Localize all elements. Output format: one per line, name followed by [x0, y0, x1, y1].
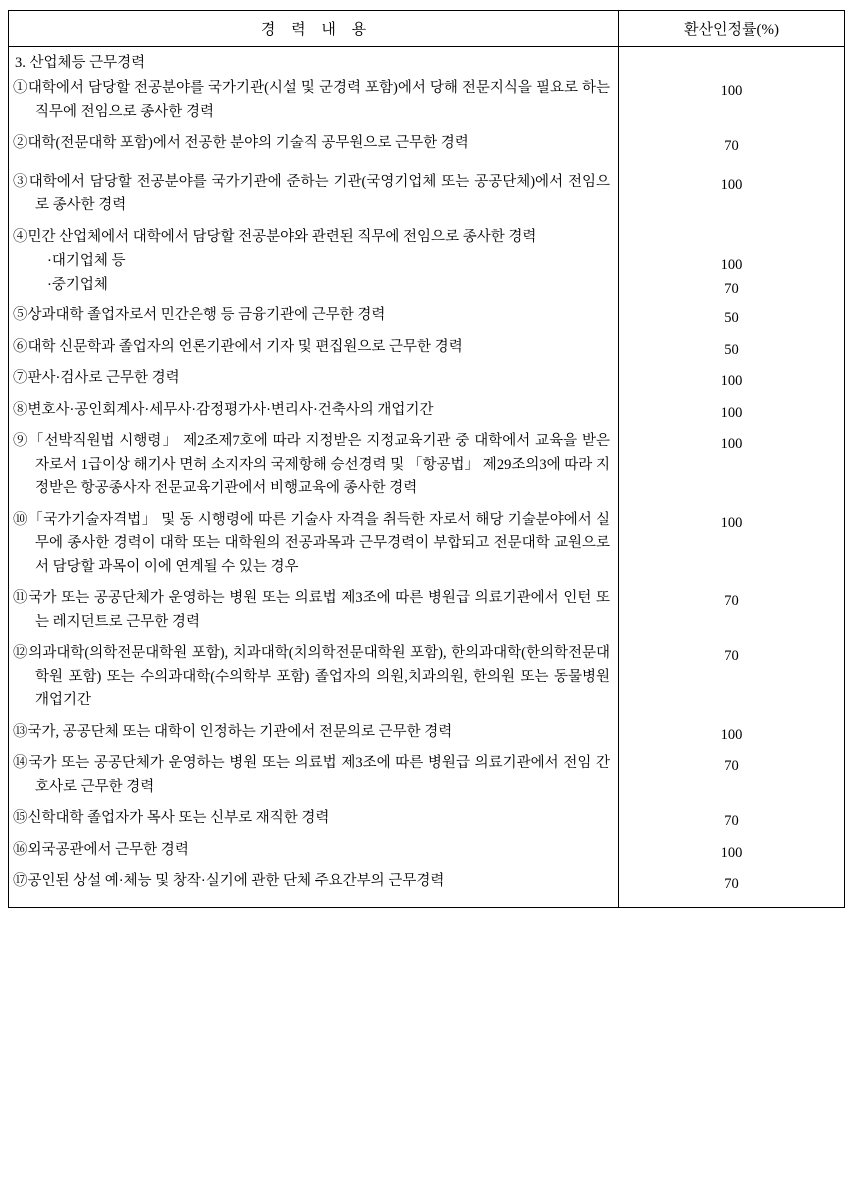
list-item	[13, 335, 612, 360]
list-item	[13, 366, 612, 391]
list-item-marker: ⑯	[13, 841, 28, 858]
list-item	[13, 131, 612, 156]
list-item-marker: ⑬	[13, 723, 28, 740]
list-item	[13, 641, 612, 713]
conversion-rate-value: 100	[720, 373, 743, 390]
group-title: 3. 산업체등 근무경력	[15, 55, 146, 71]
conversion-rate-value: 70	[724, 593, 739, 610]
conversion-rate-value: 70	[724, 648, 739, 665]
list-item	[13, 398, 612, 423]
conversion-rate-value: 100	[720, 844, 743, 861]
conversion-rate-cell	[619, 47, 845, 908]
list-item	[13, 225, 612, 250]
table-row	[9, 47, 845, 908]
list-item-marker: ⑮	[13, 810, 28, 827]
table-header-row	[9, 11, 845, 47]
list-item-text: 민간 산업체에서 대학에서 담당할 전공분야와 관련된 직무에 전임으로 종사한 경력	[27, 228, 537, 245]
list-item	[13, 170, 612, 219]
list-item-text: 국가, 공공단체 또는 대학이 인정하는 기관에서 전문의로 근무한 경력	[27, 723, 453, 740]
career-content-cell	[9, 47, 619, 908]
conversion-rate-value: 100	[720, 726, 743, 743]
list-item	[13, 303, 612, 328]
list-item-text: 의과대학(의학전문대학원 포함), 치과대학(치의학전문대학원 포함), 한의과대학(한의학전문대학원 포함) 또는 수의과대학(수의학부 포함) 졸업자의 의원,치과의원, 한의원 또는 동물병원 개업기간	[28, 645, 611, 709]
list-item-marker: ④	[13, 228, 28, 245]
header-career-content: 경 력 내 용	[9, 11, 619, 47]
conversion-rate-value: 70	[724, 758, 739, 775]
list-subitem: ·대기업체 등	[47, 253, 126, 270]
list-item-text: 공인된 상설 예·체능 및 창작·실기에 관한 단체 주요간부의 근무경력	[27, 873, 445, 890]
list-item-text: 대학에서 담당할 전공분야를 국가기관에 준하는 기관(국영기업체 또는 공공단체)에서 전임으로 종사한 경력	[28, 173, 611, 214]
list-item-marker: ⑨	[13, 433, 29, 450]
list-item-text: 신학대학 졸업자가 목사 또는 신부로 재직한 경력	[27, 810, 330, 827]
list-item	[13, 806, 612, 831]
list-item-text: 대학에서 담당할 전공분야를 국가기관(시설 및 군경력 포함)에서 당해 전문지식을 필요로 하는 직무에 전임으로 종사한 경력	[27, 80, 611, 120]
spacer	[13, 157, 612, 170]
list-item-marker: ⑪	[13, 590, 29, 607]
conversion-rate-value: 100	[720, 404, 743, 421]
list-item	[13, 869, 612, 894]
list-item-marker: ③	[13, 173, 29, 190]
spacer	[13, 895, 612, 901]
list-item	[13, 508, 612, 580]
list-item-text: 외국공관에서 근무한 경력	[27, 841, 189, 858]
conversion-rate-value: 100	[720, 514, 743, 531]
list-item-marker: ⑫	[13, 645, 29, 662]
header-conversion-rate: 환산인정률(%)	[619, 11, 845, 47]
conversion-rate-value: 50	[724, 341, 739, 358]
table-header	[9, 11, 845, 47]
list-item-marker: ⑥	[13, 338, 28, 355]
list-item-text: 「국가기술자격법」 및 동 시행령에 따른 기술사 자격을 취득한 자로서 해당 기술분야에서 실무에 종사한 경력이 대학 또는 대학원의 전공과목과 근무경력이 부합되고 전문대학 교원으로서 담당할 과목이 이에 연계될 수 있는 경우	[28, 511, 610, 575]
list-item-marker: ⑭	[13, 755, 29, 772]
list-item	[13, 429, 612, 501]
career-recognition-table	[8, 10, 845, 908]
list-item-text: 변호사·공인회계사·세무사·감정평가사·변리사·건축사의 개업기간	[27, 401, 434, 418]
conversion-rate-value: 70	[724, 813, 739, 830]
list-item-text: 국가 또는 공공단체가 운영하는 병원 또는 의료법 제3조에 따른 병원급 의료기관에서 인턴 또는 레지던트로 근무한 경력	[28, 590, 610, 630]
list-item-marker: ⑩	[13, 511, 29, 528]
list-item-marker: ⑰	[13, 873, 28, 890]
list-item	[13, 76, 612, 125]
table-body	[9, 47, 845, 908]
conversion-rate-value: 70	[724, 876, 739, 893]
list-item-text: 국가 또는 공공단체가 운영하는 병원 또는 의료법 제3조에 따른 병원급 의료기관에서 전임 간호사로 근무한 경력	[28, 755, 610, 795]
list-item-marker: ②	[13, 135, 28, 152]
conversion-rate-value: 70	[724, 280, 739, 297]
conversion-rate-value: 100	[720, 176, 743, 193]
list-item	[13, 720, 612, 745]
list-subitem: ·중기업체	[47, 276, 108, 293]
list-item-marker: ⑦	[13, 370, 28, 387]
conversion-rate-value: 100	[720, 436, 743, 453]
list-item-marker: ⑤	[13, 307, 28, 324]
list-item-marker: ①	[13, 80, 28, 97]
list-item-text: 대학(전문대학 포함)에서 전공한 분야의 기술직 공무원으로 근무한 경력	[27, 135, 469, 152]
list-item	[13, 586, 612, 635]
list-item-text: 판사·검사로 근무한 경력	[27, 370, 180, 387]
list-item	[13, 838, 612, 863]
conversion-rate-value: 50	[724, 310, 739, 327]
list-item-text: 「선박직원법 시행령」 제2조제7호에 따라 지정받은 지정교육기관 중 대학에서 교육을 받은 자로서 1급이상 해기사 면허 소지자의 국제항해 승선경력 및 「항공법」 제29조의3에 따라 지정받은 항공종사자 전문교육기관에서 비행교육에 종사한 경력	[28, 433, 611, 497]
list-item	[13, 751, 612, 800]
conversion-rate-value: 100	[720, 83, 743, 100]
list-item-text: 상과대학 졸업자로서 민간은행 등 금융기관에 근무한 경력	[27, 307, 386, 324]
list-item-marker: ⑧	[13, 401, 28, 418]
list-item-text: 대학 신문학과 졸업자의 언론기관에서 기자 및 편집원으로 근무한 경력	[27, 338, 463, 355]
conversion-rate-value: 70	[724, 138, 739, 155]
conversion-rate-value: 100	[720, 257, 743, 274]
